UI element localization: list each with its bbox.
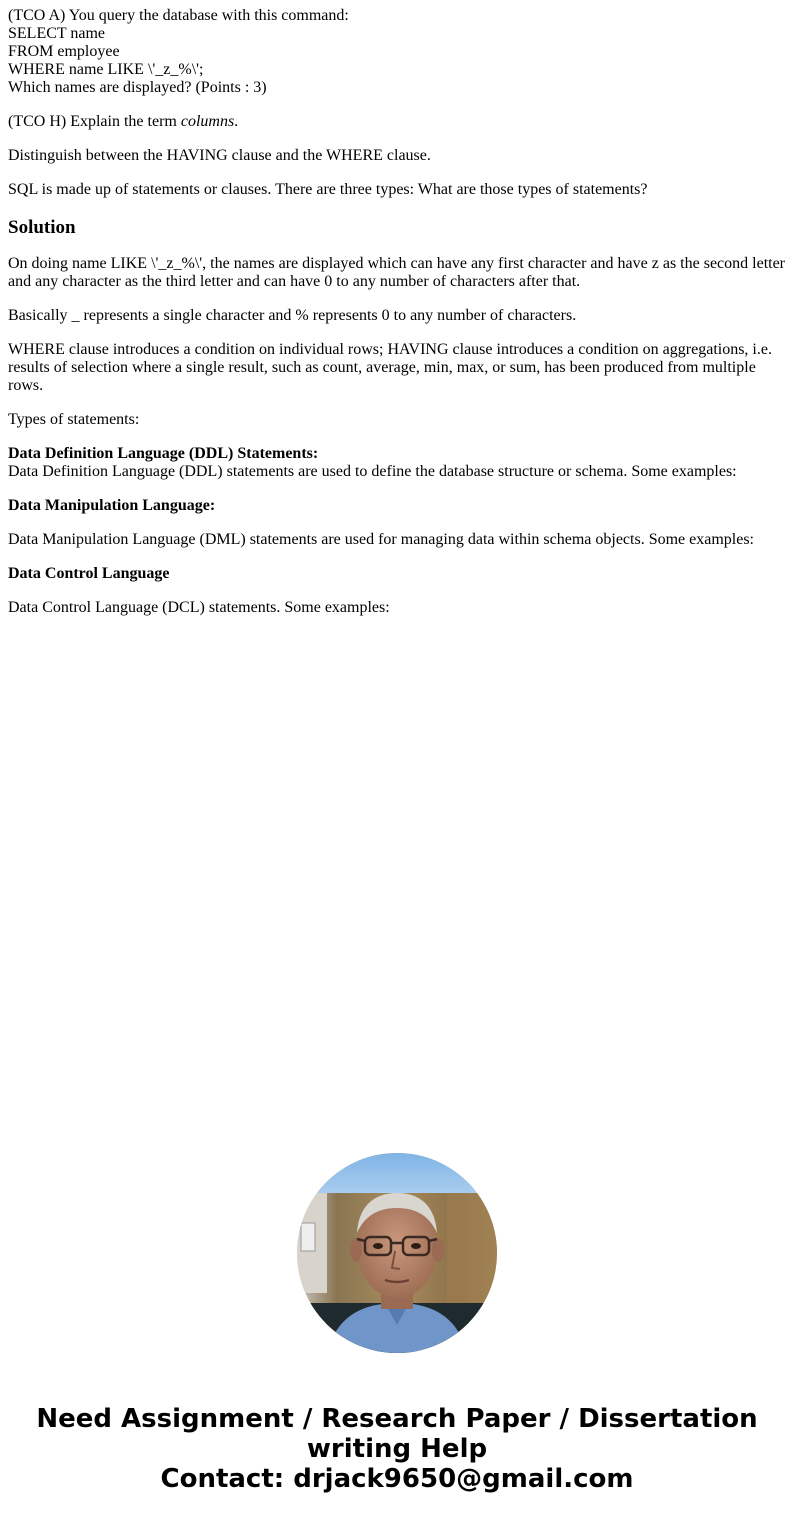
footer-contact-email: Contact: drjack9650@gmail.com — [160, 1464, 634, 1494]
solution-types-intro: Types of statements: — [8, 411, 140, 428]
dml-heading — [8, 497, 788, 515]
footer-line-1: Need Assignment / Research Paper / Dissertation — [36, 1404, 758, 1434]
author-portrait-image — [297, 1153, 497, 1353]
author-avatar — [297, 1153, 497, 1353]
solution-heading: Solution — [8, 217, 76, 238]
sql-from-line: FROM employee — [8, 43, 120, 60]
solution-where-having: WHERE clause introduces a condition on individual rows; HAVING clause introduces a condition on aggregations, i.e. results of selection where a single result, such as count, average, min, max, or sum, has been produced from multiple rows. — [8, 341, 772, 394]
tco-h-term: columns — [180, 113, 235, 130]
contact-footer — [0, 1404, 794, 1494]
dcl-text: Data Control Language (DCL) statements. Some examples: — [8, 599, 390, 616]
question-sql-types: SQL is made up of statements or clauses. There are three types: What are those types of statements? — [8, 181, 648, 198]
dml-heading-text: Data Manipulation Language: — [8, 497, 216, 514]
question-tco-a — [8, 7, 788, 97]
dml-text: Data Manipulation Language (DML) statements are used for managing data within schema objects. Some examples: — [8, 531, 754, 548]
footer-line-2: writing Help — [306, 1434, 488, 1464]
tco-h-prefix: (TCO H) Explain the term — [8, 113, 181, 130]
question-having-where: Distinguish between the HAVING clause and the WHERE clause. — [8, 147, 431, 164]
solution-wildcards: Basically _ represents a single character and % represents 0 to any number of characters. — [8, 307, 577, 324]
dcl-heading-text: Data Control Language — [8, 565, 170, 582]
question-prompt-line: Which names are displayed? (Points : 3) — [8, 79, 267, 96]
solution-like-explanation: On doing name LIKE \'_z_%\', the names are displayed which can have any first character and have z as the second letter and any character as the third letter and can have 0 to any number of characters after that. — [8, 255, 786, 290]
question-tco-h — [8, 113, 788, 131]
sql-select-line: SELECT name — [8, 25, 106, 42]
dcl-heading — [8, 565, 788, 583]
tco-h-suffix: . — [234, 113, 239, 130]
solution-ddl — [8, 445, 788, 481]
sql-where-line: WHERE name LIKE \'_z_%\'; — [8, 61, 204, 78]
ddl-text: Data Definition Language (DDL) statements are used to define the database structure or schema. Some examples: — [8, 463, 737, 480]
ddl-heading: Data Definition Language (DDL) Statements: — [8, 445, 319, 462]
document-content — [8, 7, 788, 633]
question-line: (TCO A) You query the database with this command: — [8, 7, 349, 24]
